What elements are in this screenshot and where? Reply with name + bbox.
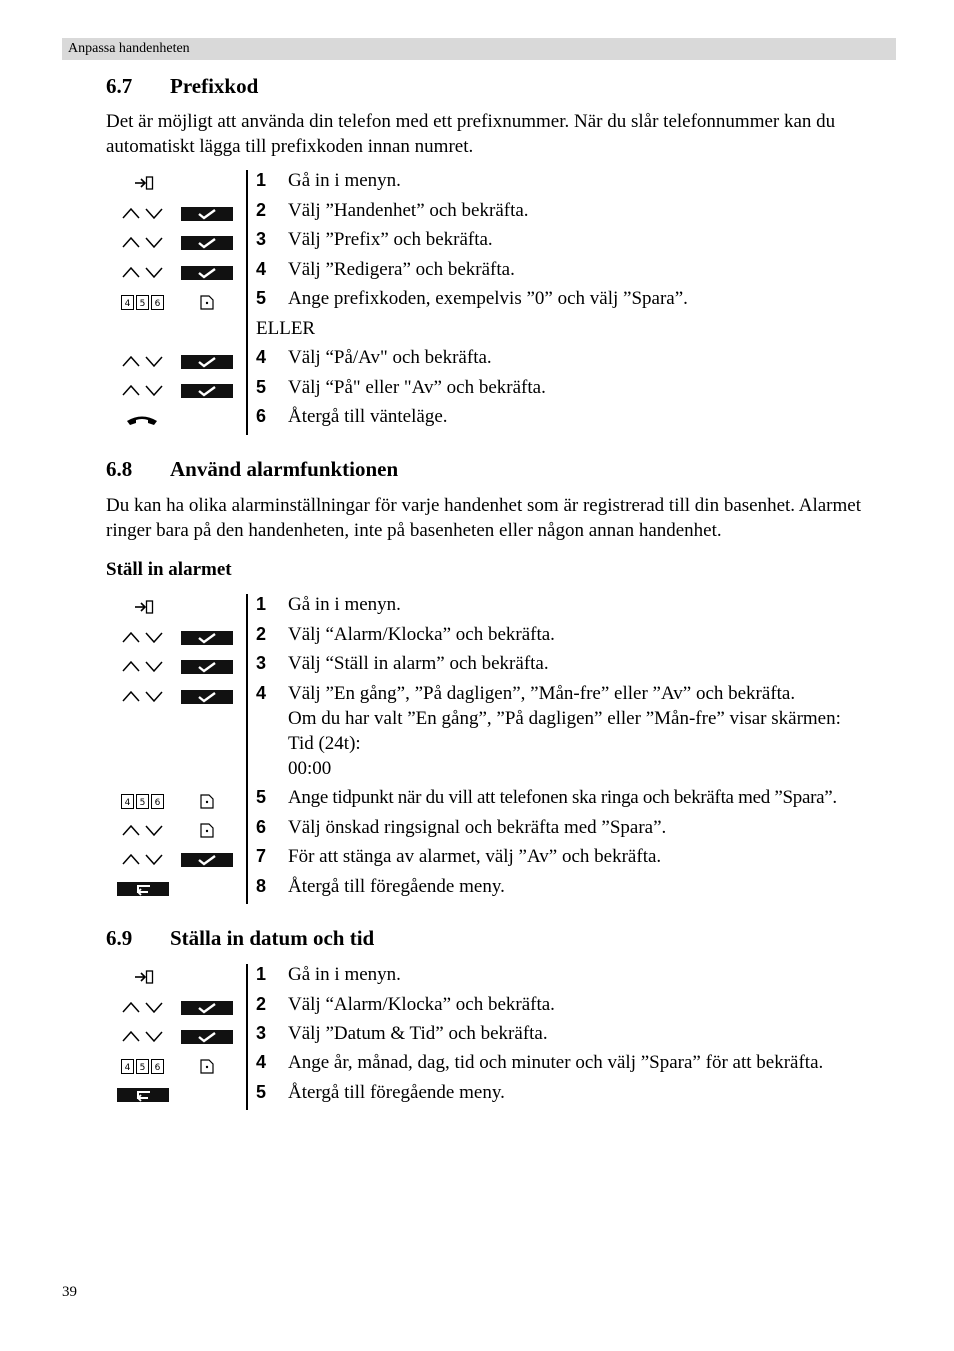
section-heading-6-9 [106,926,374,951]
back-key-icon [117,1088,169,1102]
keypad-digit: 6 [154,1063,161,1073]
save-softkey-icon [200,1059,214,1074]
step-number: 5 [256,288,267,308]
confirm-key-icon [181,236,233,250]
confirm-key-icon [181,631,233,645]
confirm-key-icon [181,266,233,280]
step-text: Återgå till vänteläge. [288,406,448,427]
confirm-key-icon [181,1030,233,1044]
save-softkey-icon [200,823,214,838]
up-down-arrows-icon [122,630,164,644]
page-number: 39 [62,1284,77,1300]
step-text: Återgå till föregående meny. [288,876,505,897]
running-header [62,38,896,60]
step-number: 4 [256,347,267,367]
keypad-digit: 5 [139,299,146,309]
save-softkey-icon [200,295,214,310]
section-heading-6-7 [106,74,258,99]
keypad-icon [121,794,165,809]
step-text: Välj ”Redigera” och bekräfta. [288,259,515,280]
confirm-key-icon [181,355,233,369]
confirm-key-icon [181,384,233,398]
step-text: Återgå till föregående meny. [288,1082,505,1103]
up-down-arrows-icon [122,1029,164,1043]
step-number: 8 [256,876,267,896]
step-number: 1 [256,170,267,190]
step-text: ELLER [256,318,316,339]
step-text: Välj önskad ringsignal och bekräfta med ”Spara”. [288,817,667,838]
step-divider [246,964,248,1110]
step-text: Ange prefixkoden, exempelvis ”0” och välj ”Spara”. [288,288,688,309]
step-number: 7 [256,846,267,866]
step-number: 4 [256,259,267,279]
section-number: 6.8 [106,457,133,481]
end-call-icon [124,413,160,427]
step-text: Välj ”Prefix” och bekräfta. [288,229,493,250]
section-title: Använd alarmfunktionen [170,457,399,481]
step-divider [246,170,248,435]
step-number: 2 [256,624,267,644]
step-text: Välj “Alarm/Klocka” och bekräfta. [288,624,555,645]
display-label: Tid (24t): [288,733,361,754]
menu-icon [134,175,154,191]
step-text: Välj “Ställ in alarm” och bekräfta. [288,653,549,674]
step-text: För att stänga av alarmet, välj ”Av” och bekräfta. [288,846,662,867]
section-heading-6-8 [106,457,398,482]
up-down-arrows-icon [122,659,164,673]
step-text: Välj ”En gång”, ”På dagligen”, ”Mån-fre” eller ”Av” och bekräfta. [288,683,796,704]
section-intro: Det är möjligt att använda din telefon med ett prefixnummer. När du slår telefonnummer kan du automatiskt lägga till prefixkoden innan numret. [106,111,836,157]
up-down-arrows-icon [122,354,164,368]
keypad-digit: 5 [139,1063,146,1073]
confirm-key-icon [181,1001,233,1015]
keypad-digit: 4 [124,798,131,808]
up-down-arrows-icon [122,852,164,866]
keypad-icon [121,295,165,310]
up-down-arrows-icon [122,383,164,397]
up-down-arrows-icon [122,689,164,703]
section-title: Prefixkod [170,74,259,98]
display-value: 00:00 [288,758,332,779]
step-text: Gå in i menyn. [288,594,401,615]
step-text: Gå in i menyn. [288,170,401,191]
keypad-icon [121,1059,165,1074]
menu-icon [134,969,154,985]
confirm-key-icon [181,660,233,674]
keypad-digit: 4 [124,299,131,309]
section-number: 6.7 [106,74,133,98]
section-title: Ställa in datum och tid [170,926,375,950]
step-number: 6 [256,406,267,426]
menu-icon [134,599,154,615]
up-down-arrows-icon [122,1000,164,1014]
step-number: 4 [256,683,267,703]
step-text: Välj ”Handenhet” och bekräfta. [288,200,529,221]
back-key-icon [117,882,169,896]
step-text: Ange tidpunkt när du vill att telefonen ska ringa och bekräfta med ”Spara”. [288,787,837,808]
step-number: 1 [256,964,267,984]
step-number: 5 [256,787,267,807]
step-divider [246,594,248,904]
keypad-digit: 6 [154,798,161,808]
keypad-digit: 6 [154,299,161,309]
confirm-key-icon [181,853,233,867]
section-number: 6.9 [106,926,133,950]
keypad-digit: 4 [124,1063,131,1073]
step-number: 2 [256,994,267,1014]
step-number: 3 [256,653,267,673]
subheading: Ställ in alarmet [106,559,232,580]
step-number: 1 [256,594,267,614]
step-text: Ange år, månad, dag, tid och minuter och välj ”Spara” för att bekräfta. [288,1052,824,1073]
step-text: Välj “Alarm/Klocka” och bekräfta. [288,994,555,1015]
step-number: 6 [256,817,267,837]
step-text: Välj ”Datum & Tid” och bekräfta. [288,1023,548,1044]
confirm-key-icon [181,690,233,704]
keypad-digit: 5 [139,798,146,808]
up-down-arrows-icon [122,265,164,279]
step-number: 3 [256,229,267,249]
confirm-key-icon [181,207,233,221]
step-number: 2 [256,200,267,220]
step-text: Välj “På" eller "Av” och bekräfta. [288,377,546,398]
step-note: Om du har valt ”En gång”, ”På dagligen” eller ”Mån-fre” visar skärmen: [288,708,841,729]
section-intro: Du kan ha olika alarminställningar för varje handenhet som är registrerad till din basenhet. Alarmet ringer bara på den handenheten, inte på basenheten eller någon annan handenhet. [106,495,861,541]
up-down-arrows-icon [122,235,164,249]
step-number: 3 [256,1023,267,1043]
step-number: 5 [256,1082,267,1102]
step-text: Välj “På/Av" och bekräfta. [288,347,492,368]
step-text: Gå in i menyn. [288,964,401,985]
step-number: 4 [256,1052,267,1072]
up-down-arrows-icon [122,823,164,837]
up-down-arrows-icon [122,206,164,220]
step-number: 5 [256,377,267,397]
running-header-title: Anpassa handenheten [68,41,190,56]
save-softkey-icon [200,794,214,809]
